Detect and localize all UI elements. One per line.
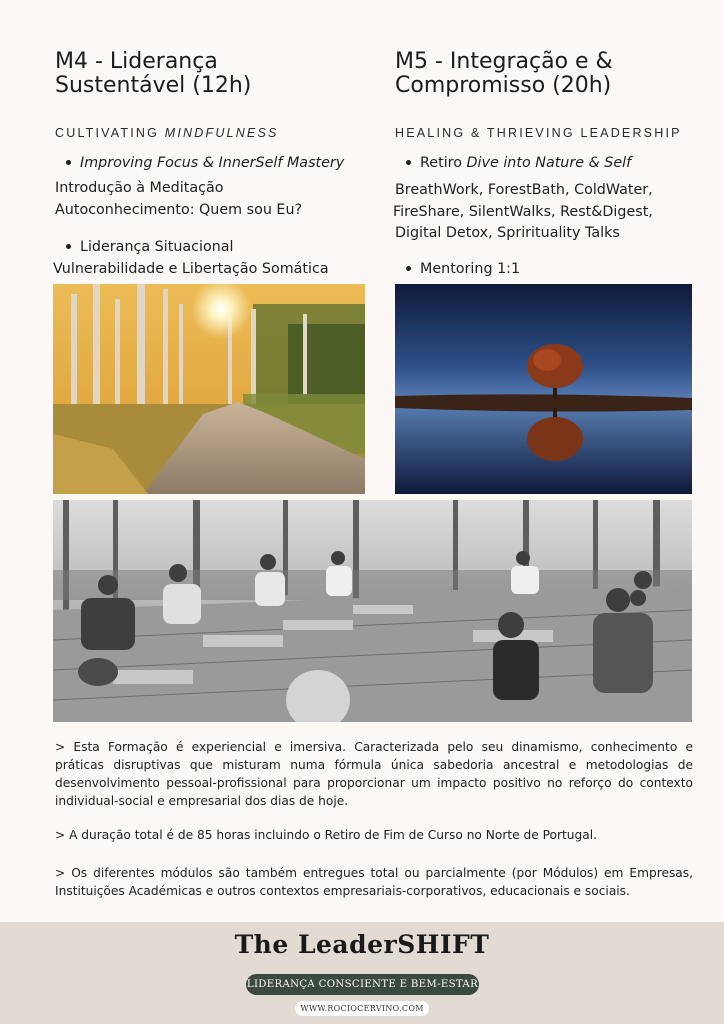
tree-reflection-photo [395, 284, 692, 494]
body-paragraph-3 [55, 864, 693, 900]
m5-bullet-retiro [406, 153, 631, 174]
m5-bullet-retiro-prefix: Retiro [420, 155, 467, 171]
m4-subhead-italic: MINDFULNESS [164, 126, 279, 140]
m4-line-meditacao: Introdução à Meditação [55, 180, 224, 196]
m4-line-autoconhecimento: Autoconhecimento: Quem sou Eu? [55, 202, 303, 218]
body-paragraph-2-text: > A duração total é de 85 horas incluindo o Retiro de Fim de Curso no Norte de Portugal. [55, 828, 597, 842]
m4-bullet-situacional [66, 237, 234, 258]
group-meditation-photo [53, 500, 692, 722]
m5-subhead: HEALING & THRIEVING LEADERSHIP [395, 126, 682, 140]
m5-title-line2: Compromisso (20h) [395, 73, 612, 98]
m4-title-line2: Sustentável (12h) [55, 73, 252, 98]
m5-line-1: BreathWork, ForestBath, ColdWater, [395, 182, 653, 198]
m4-subhead [55, 126, 279, 140]
m5-bullet-mentoring [406, 259, 520, 280]
tagline-badge: LIDERANÇA CONSCIENTE E BEM-ESTAR [246, 974, 479, 995]
m4-title-line1: M4 - Liderança [55, 49, 218, 74]
body-paragraph-2 [55, 826, 693, 844]
body-paragraph-1-text: > Esta Formação é experiencial e imersiva. Caracterizada pelo seu dinamismo, conhecimento e práticas disruptivas que misturam numa fórmula única sabedoria ancestral e metodologias de desenvolvimento pessoal-profissional para proporcionar um impacto positivo no reforço do contexto individual-social e empresarial dos dias de hoje. [55, 740, 693, 808]
m5-line-2: FireShare, SilentWalks, Rest&Digest, [393, 204, 653, 220]
body-paragraph-1 [55, 738, 693, 810]
m4-bullet-focus [66, 153, 344, 174]
m5-line-3: Digital Detox, Sprirituality Talks [395, 225, 620, 241]
website-link[interactable]: WWW.ROCIOCERVINO.COM [295, 1001, 429, 1016]
m4-bullet-focus-text: Improving Focus & InnerSelf Mastery [80, 155, 345, 171]
m4-bullet-situacional-text: Liderança Situacional [80, 239, 234, 255]
m4-subhead-prefix: CULTIVATING [55, 126, 165, 140]
brand-logo-text: The LeaderSHIFT [234, 930, 490, 959]
autumn-forest-photo [53, 284, 365, 494]
m5-bullet-retiro-italic: Dive into Nature & Self [466, 155, 632, 171]
m4-title [55, 50, 375, 98]
m4-line-vulnerabilidade: Vulnerabilidade e Libertação Somática [53, 261, 329, 277]
m5-title [395, 50, 715, 98]
m5-title-line1: M5 - Integração e & [395, 49, 613, 74]
m5-bullet-mentoring-text: Mentoring 1:1 [420, 261, 521, 277]
body-paragraph-3-text: > Os diferentes módulos são também entregues total ou parcialmente (por Módulos) em Empresas, Instituições Académicas e outros contextos empresariais-corporativos, educacionais e sociais. [55, 866, 693, 898]
